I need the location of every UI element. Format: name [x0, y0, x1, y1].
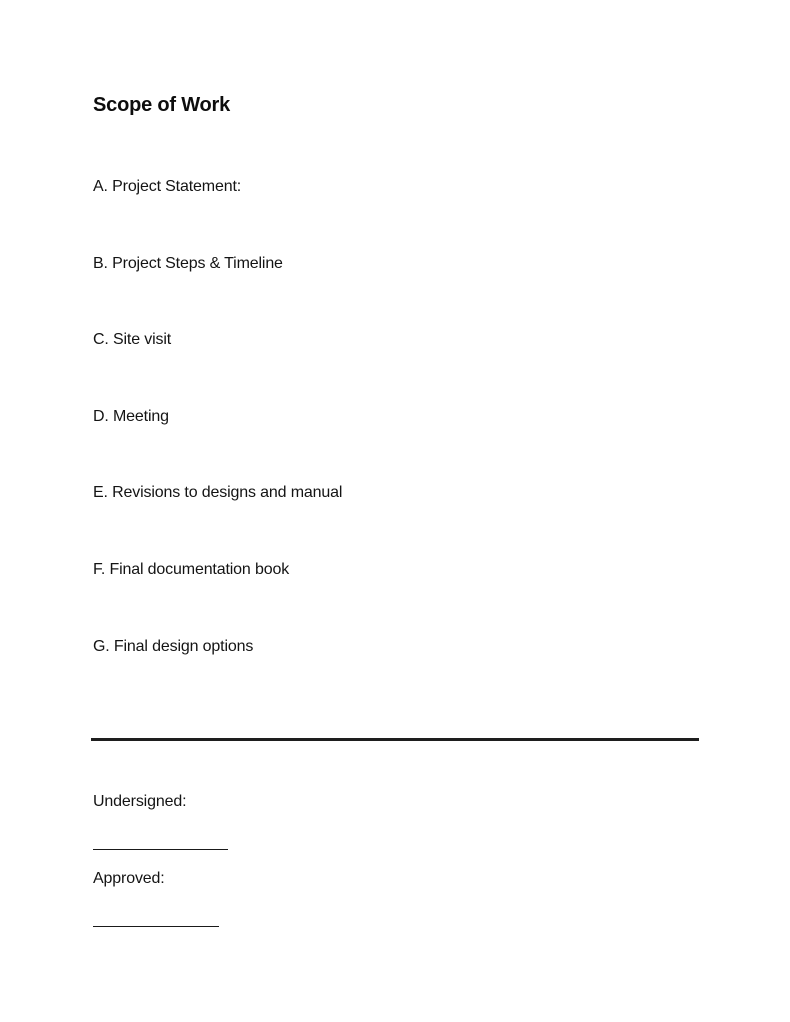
approved-signature-line — [93, 926, 219, 927]
section-final-documentation-book: F. Final documentation book — [93, 561, 290, 578]
section-revisions: E. Revisions to designs and manual — [93, 484, 343, 501]
approved-label: Approved: — [93, 870, 165, 887]
section-site-visit: C. Site visit — [93, 331, 172, 348]
undersigned-label: Undersigned: — [93, 793, 187, 810]
section-project-steps-timeline: B. Project Steps & Timeline — [93, 255, 283, 272]
section-final-design-options: G. Final design options — [93, 638, 254, 655]
undersigned-signature-line — [93, 849, 228, 850]
section-project-statement: A. Project Statement: — [93, 178, 242, 195]
horizontal-divider — [91, 738, 699, 741]
document-title: Scope of Work — [93, 94, 231, 116]
section-meeting: D. Meeting — [93, 408, 169, 425]
